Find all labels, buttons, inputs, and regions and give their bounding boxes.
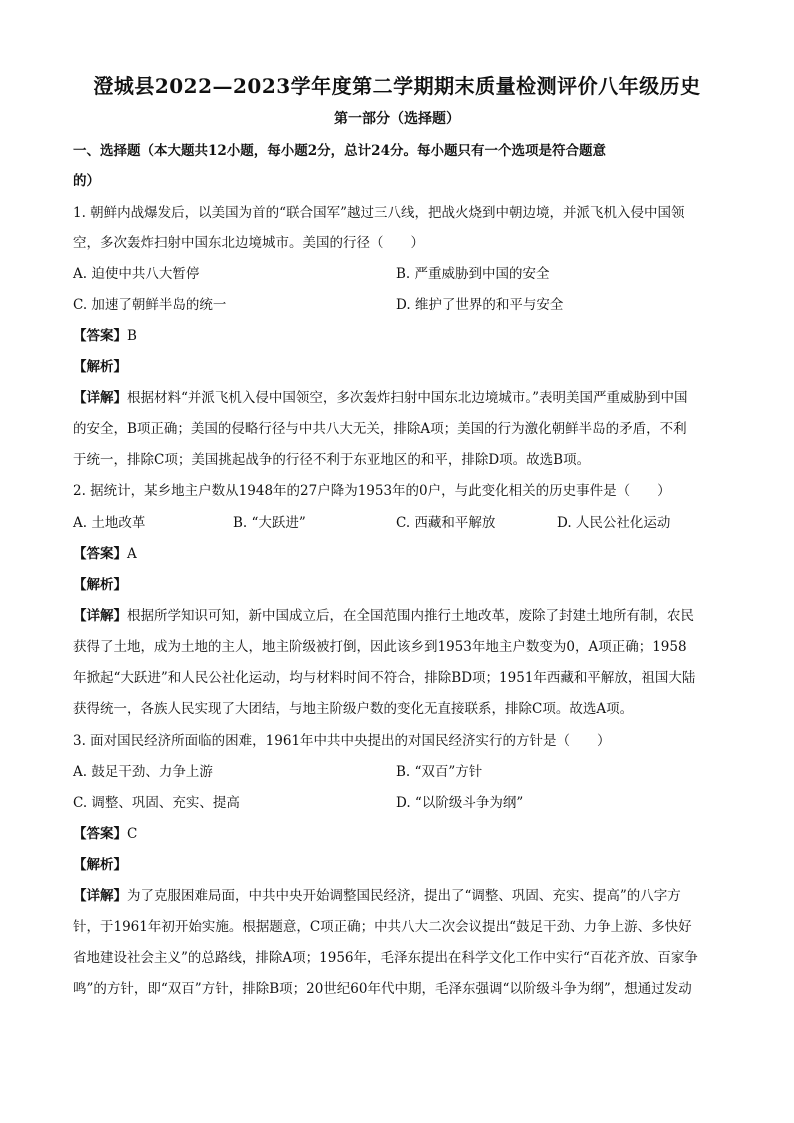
- q3-stem-line1: 3. 面对国民经济所面临的困难，1961年中共中央提出的对国民经济实行的方针是（ ）: [73, 733, 611, 749]
- section-heading-cont: 的）: [73, 173, 100, 189]
- q2-option-c: C. 西藏和平解放: [396, 515, 496, 531]
- q2-detail-line1: [73, 607, 723, 625]
- q1-option-c: C. 加速了朝鲜半岛的统一: [73, 297, 227, 313]
- q3-answer: [73, 825, 723, 843]
- q2-option-d: D. 人民公社化运动: [557, 515, 671, 531]
- q3-option-c: C. 调整、巩固、充实、提高: [73, 795, 240, 811]
- q1-option-a: A. 迫使中共八大暂停: [73, 266, 200, 282]
- q3-detail-line1: [73, 887, 723, 905]
- q3-detail-line3: 省地建设社会主义”的总路线，排除A项；1956年，毛泽东提出在科学文化工作中实行“百花齐放、百家争: [73, 950, 698, 966]
- q2-option-b: B. “大跃进”: [233, 515, 306, 531]
- answer-tag: 【答案】: [73, 826, 127, 842]
- q2-option-a: A. 土地改革: [73, 515, 146, 531]
- q3-detail-text1: 为了克服困难局面，中共中央开始调整国民经济，提出了“调整、巩固、充实、提高”的八字方: [127, 888, 681, 904]
- q1-detail-text1: 根据材料“并派飞机入侵中国领空，多次轰炸扫射中国东北边境城市。”表明美国严重威胁到中国: [127, 390, 688, 406]
- answer-tag: 【答案】: [73, 546, 127, 562]
- q2-detail-line3: 年掀起“大跃进”和人民公社化运动，均与材料时间不符合，排除BD项；1951年西藏和平解放，祖国大陆: [73, 670, 696, 686]
- q2-answer: [73, 545, 723, 563]
- q3-option-b: B. “双百”方针: [396, 764, 483, 780]
- q1-answer: [73, 327, 723, 345]
- q2-stem-line1: 2. 据统计，某乡地主户数从1948年的27户降为1953年的0户，与此变化相关的历史事件是（ ）: [73, 483, 671, 499]
- q2-detail-line2: 获得了土地，成为土地的主人，地主阶级被打倒，因此该乡到1953年地主户数变为0，A项正确；1958: [73, 639, 687, 655]
- page-title: 澄城县2022—2023学年度第二学期期末质量检测评价八年级历史: [93, 74, 701, 98]
- q1-answer-value: B: [127, 328, 137, 344]
- q3-detail-line2: 针，于1961年初开始实施。根据题意，C项正确；中共八大二次会议提出“鼓足干劲、力争上游、多快好: [73, 919, 692, 935]
- q1-option-d: D. 维护了世界的和平与安全: [396, 297, 564, 313]
- q2-analysis-tag: 【解析】: [73, 577, 127, 593]
- q3-answer-value: C: [127, 826, 138, 842]
- q1-detail-line1: [73, 389, 723, 407]
- part-heading: 第一部分（选择题）: [334, 111, 460, 127]
- q2-detail-text1: 根据所学知识可知，新中国成立后，在全国范围内推行土地改革，废除了封建土地所有制，农民: [127, 608, 694, 624]
- detail-tag: 【详解】: [73, 608, 127, 624]
- q3-option-a: A. 鼓足干劲、力争上游: [73, 764, 213, 780]
- q1-option-b: B. 严重威胁到中国的安全: [396, 266, 550, 282]
- q1-analysis-tag: 【解析】: [73, 359, 127, 375]
- q1-stem-line1: 1. 朝鲜内战爆发后，以美国为首的“联合国军”越过三八线，把战火烧到中朝边境，并派飞机入侵中国领: [73, 205, 685, 221]
- q3-analysis-tag: 【解析】: [73, 857, 127, 873]
- q2-answer-value: A: [127, 546, 137, 562]
- answer-tag: 【答案】: [73, 328, 127, 344]
- section-heading: 一、选择题（本大题共12小题，每小题2分，总计24分。每小题只有一个选项是符合题意: [73, 143, 606, 159]
- q2-detail-line4: 获得统一，各族人民实现了大团结，与地主阶级户数的变化无直接联系，排除C项。故选A项。: [73, 701, 634, 717]
- q1-detail-line3: 于统一，排除C项；美国挑起战争的行径不利于东亚地区的和平，排除D项。故选B项。: [73, 452, 591, 468]
- q3-detail-line4: 鸣”的方针，即“双百”方针，排除B项；20世纪60年代中期，毛泽东强调“以阶级斗争为纲”，想通过发动: [73, 981, 692, 997]
- detail-tag: 【详解】: [73, 390, 127, 406]
- detail-tag: 【详解】: [73, 888, 127, 904]
- q1-stem-line2: 空，多次轰炸扫射中国东北边境城市。美国的行径（ ）: [73, 235, 424, 251]
- q3-option-d: D. “以阶级斗争为纲”: [396, 795, 524, 811]
- q1-detail-line2: 的安全，B项正确；美国的侵略行径与中共八大无关，排除A项；美国的行为激化朝鲜半岛的矛盾，不利: [73, 421, 687, 437]
